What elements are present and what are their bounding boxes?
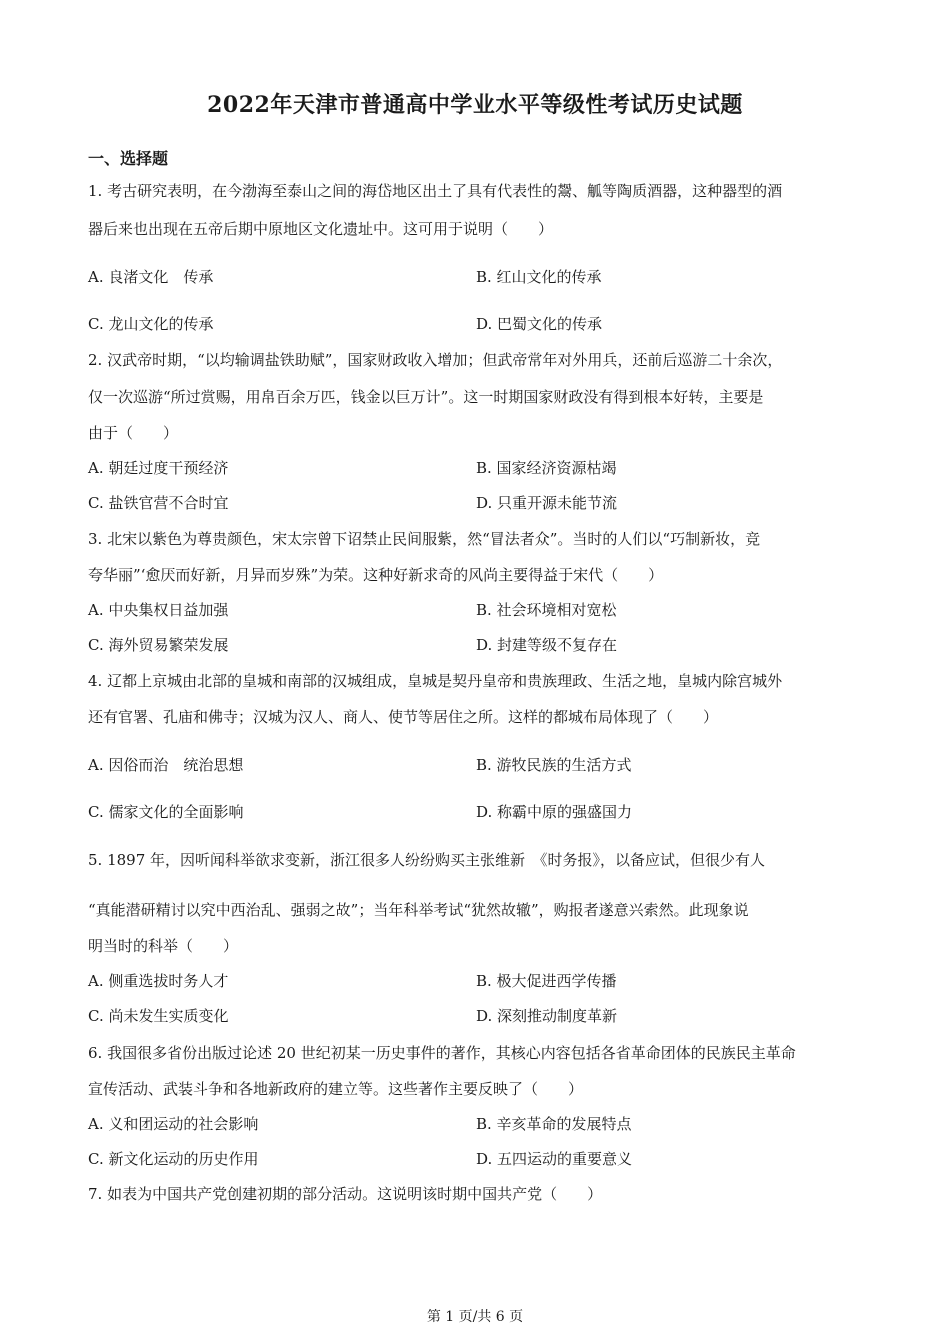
section-heading: 一、选择题 — [88, 149, 169, 168]
question-6-text: 宣传活动、武装斗争和各地新政府的建立等。这些著作主要反映了（ ） — [88, 1080, 584, 1098]
question-3-text: 夸华丽”‘愈厌而好新，月异而岁殊”为荣。这种好新求奇的风尚主要得益于宋代（ ） — [88, 566, 664, 584]
question-6-option-b: B. 辛亥革命的发展特点 — [476, 1115, 632, 1133]
question-1-text: 器后来也出现在五帝后期中原地区文化遗址中。这可用于说明（ ） — [88, 220, 554, 238]
question-5-option-b: B. 极大促进西学传播 — [476, 972, 617, 990]
question-1-option-a: A. 良渚文化 传承 — [88, 268, 214, 286]
question-5-option-d: D. 深刻推动制度革新 — [476, 1007, 618, 1025]
question-7-text: 7. 如表为中国共产党创建初期的部分活动。这说明该时期中国共产党（ ） — [88, 1185, 603, 1203]
question-1-option-d: D. 巴蜀文化的传承 — [476, 315, 603, 333]
question-4-option-a: A. 因俗而治 统治思想 — [88, 756, 244, 774]
question-1-text: 1. 考古研究表明，在今渤海至泰山之间的海岱地区出土了具有代表性的鬶、觚等陶质酒器，这种器型的酒 — [88, 182, 783, 200]
question-6-option-c: C. 新文化运动的历史作用 — [88, 1150, 259, 1168]
question-4-option-c: C. 儒家文化的全面影响 — [88, 803, 244, 821]
question-3-option-b: B. 社会环境相对宽松 — [476, 601, 617, 619]
question-3-option-d: D. 封建等级不复存在 — [476, 636, 618, 654]
question-5-option-c: C. 尚未发生实质变化 — [88, 1007, 229, 1025]
question-1-option-b: B. 红山文化的传承 — [476, 268, 602, 286]
question-4-text: 4. 辽都上京城由北部的皇城和南部的汉城组成，皇城是契丹皇帝和贵族理政、生活之地，皇城内除宫城外 — [88, 672, 783, 690]
question-5-text: “真能潜研精讨以究中西治乱、强弱之故”；当年科举考试“犹然故辙”，购报者遂意兴索然。此现象说 — [88, 901, 749, 919]
question-4-option-d: D. 称霸中原的强盛国力 — [476, 803, 633, 821]
question-5-text: 5. 1897 年，因听闻科举欲求变新，浙江很多人纷纷购买主张维新 《时务报》，以备应试，但很少有人 — [88, 851, 766, 869]
question-5-option-a: A. 侧重选拔时务人才 — [88, 972, 229, 990]
question-6-text: 6. 我国很多省份出版过论述 20 世纪初某一历史事件的著作，其核心内容包括各省革命团体的民族民主革命 — [88, 1044, 796, 1062]
question-3-text: 3. 北宋以紫色为尊贵颜色，宋太宗曾下诏禁止民间服紫，然“冒法者众”。当时的人们以“巧制新妆，竞 — [88, 530, 761, 548]
question-4-text: 还有官署、孔庙和佛寺；汉城为汉人、商人、使节等居住之所。这样的都城布局体现了（ ） — [88, 708, 719, 726]
question-2-text: 仅一次巡游“所过赏赐，用帛百余万匹，钱金以巨万计”。这一时期国家财政没有得到根本好转，主要是 — [88, 388, 764, 406]
question-5-text: 明当时的科举（ ） — [88, 937, 239, 955]
question-3-option-a: A. 中央集权日益加强 — [88, 601, 229, 619]
question-6-option-a: A. 义和团运动的社会影响 — [88, 1115, 259, 1133]
question-2-text: 2. 汉武帝时期，“以均输调盐铁助赋”，国家财政收入增加；但武帝常年对外用兵，还前后巡游二十余次， — [88, 351, 783, 369]
question-2-option-c: C. 盐铁官营不合时宜 — [88, 494, 229, 512]
question-4-option-b: B. 游牧民族的生活方式 — [476, 756, 632, 774]
question-2-option-d: D. 只重开源未能节流 — [476, 494, 618, 512]
question-2-option-a: A. 朝廷过度干预经济 — [88, 459, 229, 477]
question-3-option-c: C. 海外贸易繁荣发展 — [88, 636, 229, 654]
question-1-option-c: C. 龙山文化的传承 — [88, 315, 214, 333]
question-2-text: 由于（ ） — [88, 424, 179, 442]
exam-title: 2022年天津市普通高中学业水平等级性考试历史试题 — [207, 92, 743, 118]
question-6-option-d: D. 五四运动的重要意义 — [476, 1150, 633, 1168]
question-2-option-b: B. 国家经济资源枯竭 — [476, 459, 617, 477]
page-number: 第 1 页/共 6 页 — [426, 1309, 524, 1325]
